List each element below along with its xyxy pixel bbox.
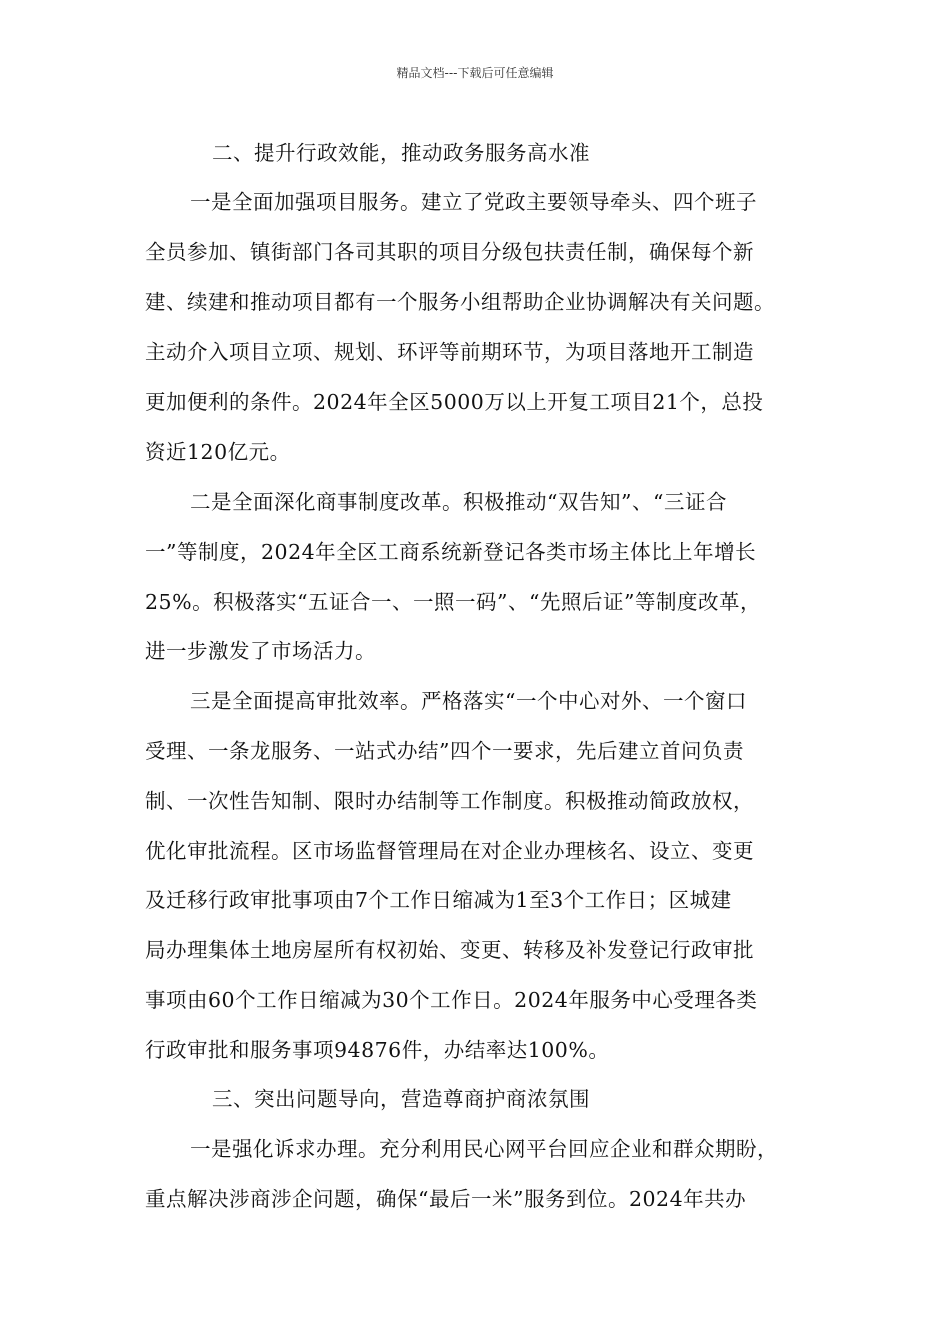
paragraph-line: 一是全面加强项目服务。建立了党政主要领导牵头、四个班子	[190, 190, 757, 214]
paragraph-line: 局办理集体土地房屋所有权初始、变更、转移及补发登记行政审批	[145, 938, 754, 962]
paragraph-line: 优化审批流程。区市场监督管理局在对企业办理核名、设立、变更	[145, 839, 754, 863]
paragraph-line: 二是全面深化商事制度改革。积极推动“双告知”、“三证合	[190, 490, 727, 514]
paragraph-line: 一是强化诉求办理。充分利用民心网平台回应企业和群众期盼，	[190, 1137, 778, 1161]
section-heading: 二、提升行政效能，推动政务服务高水准	[212, 141, 590, 165]
paragraph-line: 重点解决涉商涉企问题，确保“最后一米”服务到位。2024年共办	[145, 1187, 747, 1211]
section-heading: 三、突出问题导向，营造尊商护商浓氛围	[212, 1087, 590, 1111]
paragraph-line: 主动介入项目立项、规划、环评等前期环节，为项目落地开工制造	[145, 340, 754, 364]
paragraph-line: 三是全面提高审批效率。严格落实“一个中心对外、一个窗口	[190, 689, 747, 713]
paragraph-line: 及迁移行政审批事项由7个工作日缩减为1至3个工作日；区城建	[145, 888, 732, 912]
paragraph-line: 更加便利的条件。2024年全区5000万以上开复工项目21个，总投	[145, 390, 764, 414]
paragraph-line: 建、续建和推动项目都有一个服务小组帮助企业协调解决有关问题。	[145, 290, 775, 314]
paragraph-line: 25%。积极落实“五证合一、一照一码”、“先照后证”等制度改革，	[145, 590, 761, 614]
paragraph-line: 制、一次性告知制、限时办结制等工作制度。积极推动简政放权，	[145, 789, 754, 813]
paragraph-line: 全员参加、镇街部门各司其职的项目分级包扶责任制，确保每个新	[145, 240, 754, 264]
paragraph-line: 一”等制度，2024年全区工商系统新登记各类市场主体比上年增长	[145, 540, 757, 564]
paragraph-line: 事项由60个工作日缩减为30个工作日。2024年服务中心受理各类	[145, 988, 758, 1012]
paragraph-line: 资近120亿元。	[145, 440, 291, 464]
page-header: 精品文档---下载后可任意编辑	[396, 66, 554, 80]
paragraph-line: 行政审批和服务事项94876件，办结率达100%。	[145, 1038, 610, 1062]
paragraph-line: 进一步激发了市场活力。	[145, 639, 376, 663]
paragraph-line: 受理、一条龙服务、一站式办结”四个一要求，先后建立首问负责	[145, 739, 744, 763]
